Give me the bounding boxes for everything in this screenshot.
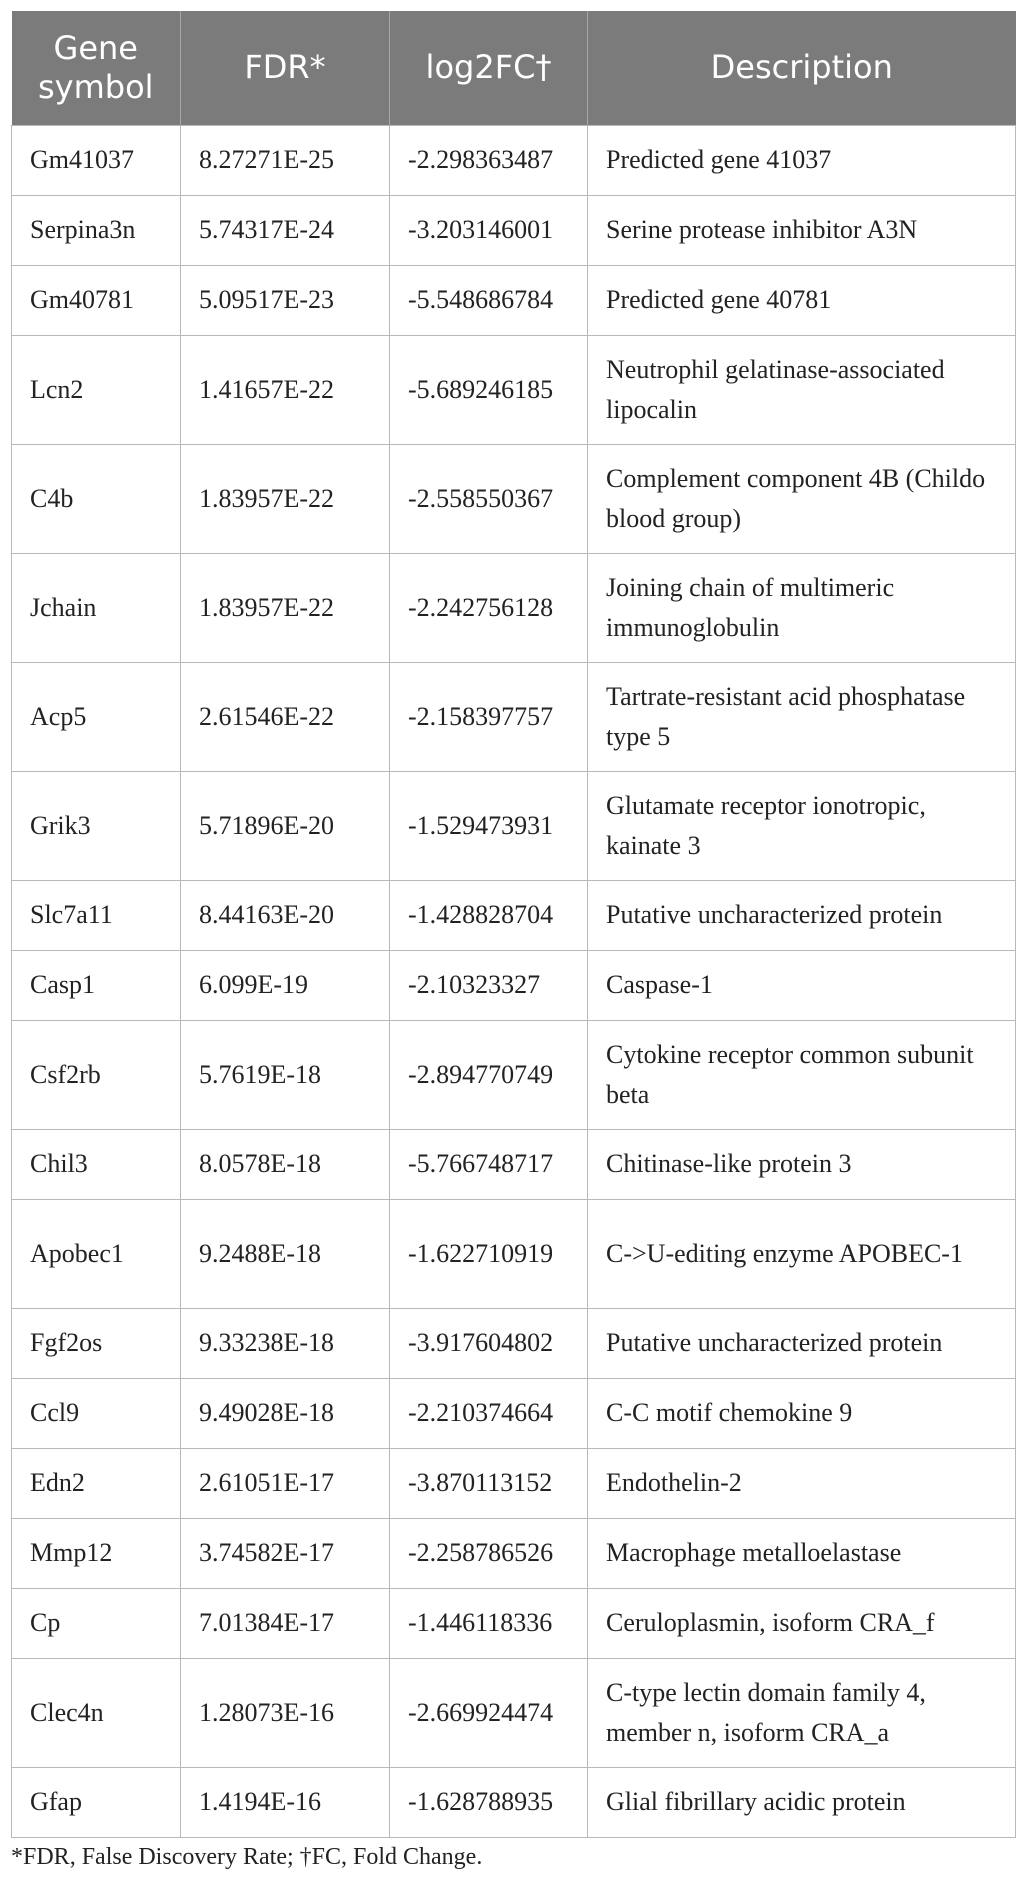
cell-log2fc: -5.689246185 bbox=[390, 335, 588, 444]
cell-fdr: 1.4194E-16 bbox=[181, 1767, 390, 1837]
cell-log2fc: -2.298363487 bbox=[390, 125, 588, 195]
cell-gene: Gm40781 bbox=[12, 265, 181, 335]
cell-gene: Slc7a11 bbox=[12, 880, 181, 950]
cell-gene: Acp5 bbox=[12, 662, 181, 771]
cell-description: Glial fibrillary acidic protein bbox=[588, 1767, 1016, 1837]
table-row bbox=[12, 662, 1016, 771]
table-row bbox=[12, 1378, 1016, 1448]
cell-log2fc: -2.10323327 bbox=[390, 950, 588, 1020]
table-row bbox=[12, 125, 1016, 195]
table-row bbox=[12, 1767, 1016, 1837]
gene-table-container bbox=[11, 11, 1015, 1838]
header-row bbox=[12, 11, 1016, 125]
table-footnote: *FDR, False Discovery Rate; †FC, Fold Change. bbox=[11, 1844, 483, 1870]
cell-description: Macrophage metalloelastase bbox=[588, 1518, 1016, 1588]
cell-log2fc: -5.766748717 bbox=[390, 1129, 588, 1199]
cell-log2fc: -2.894770749 bbox=[390, 1020, 588, 1129]
cell-description: Caspase-1 bbox=[588, 950, 1016, 1020]
cell-log2fc: -2.558550367 bbox=[390, 444, 588, 553]
table-row bbox=[12, 553, 1016, 662]
table-row bbox=[12, 771, 1016, 880]
cell-gene: Gfap bbox=[12, 1767, 181, 1837]
table-row bbox=[12, 444, 1016, 553]
cell-gene: Csf2rb bbox=[12, 1020, 181, 1129]
cell-description: Serine protease inhibitor A3N bbox=[588, 195, 1016, 265]
cell-gene: Clec4n bbox=[12, 1658, 181, 1767]
cell-fdr: 1.83957E-22 bbox=[181, 553, 390, 662]
cell-log2fc: -1.446118336 bbox=[390, 1588, 588, 1658]
cell-log2fc: -1.529473931 bbox=[390, 771, 588, 880]
cell-gene: Serpina3n bbox=[12, 195, 181, 265]
cell-gene: Mmp12 bbox=[12, 1518, 181, 1588]
table-row bbox=[12, 1199, 1016, 1308]
cell-description: Predicted gene 41037 bbox=[588, 125, 1016, 195]
cell-log2fc: -2.669924474 bbox=[390, 1658, 588, 1767]
cell-fdr: 8.27271E-25 bbox=[181, 125, 390, 195]
cell-log2fc: -2.242756128 bbox=[390, 553, 588, 662]
cell-fdr: 8.44163E-20 bbox=[181, 880, 390, 950]
table-row bbox=[12, 1308, 1016, 1378]
cell-description: Chitinase-like protein 3 bbox=[588, 1129, 1016, 1199]
cell-log2fc: -1.622710919 bbox=[390, 1199, 588, 1308]
table-row bbox=[12, 1129, 1016, 1199]
cell-log2fc: -2.258786526 bbox=[390, 1518, 588, 1588]
cell-description: Predicted gene 40781 bbox=[588, 265, 1016, 335]
cell-fdr: 9.33238E-18 bbox=[181, 1308, 390, 1378]
gene-table bbox=[11, 11, 1016, 1838]
cell-gene: C4b bbox=[12, 444, 181, 553]
cell-description: C->U-editing enzyme APOBEC-1 bbox=[588, 1199, 1016, 1308]
cell-fdr: 8.0578E-18 bbox=[181, 1129, 390, 1199]
cell-description: Cytokine receptor common subunit beta bbox=[588, 1020, 1016, 1129]
cell-gene: Gm41037 bbox=[12, 125, 181, 195]
cell-gene: Chil3 bbox=[12, 1129, 181, 1199]
cell-fdr: 5.74317E-24 bbox=[181, 195, 390, 265]
table-row bbox=[12, 880, 1016, 950]
cell-description: Joining chain of multimeric immunoglobulin bbox=[588, 553, 1016, 662]
table-row bbox=[12, 265, 1016, 335]
table-row bbox=[12, 950, 1016, 1020]
cell-fdr: 6.099E-19 bbox=[181, 950, 390, 1020]
cell-fdr: 7.01384E-17 bbox=[181, 1588, 390, 1658]
cell-description: C-C motif chemokine 9 bbox=[588, 1378, 1016, 1448]
cell-log2fc: -3.203146001 bbox=[390, 195, 588, 265]
cell-gene: Casp1 bbox=[12, 950, 181, 1020]
table-row bbox=[12, 195, 1016, 265]
table-row bbox=[12, 1448, 1016, 1518]
cell-description: C-type lectin domain family 4, member n, isoform CRA_a bbox=[588, 1658, 1016, 1767]
cell-gene: Edn2 bbox=[12, 1448, 181, 1518]
table-row bbox=[12, 1588, 1016, 1658]
cell-log2fc: -1.628788935 bbox=[390, 1767, 588, 1837]
cell-fdr: 2.61051E-17 bbox=[181, 1448, 390, 1518]
cell-description: Endothelin-2 bbox=[588, 1448, 1016, 1518]
cell-fdr: 5.7619E-18 bbox=[181, 1020, 390, 1129]
cell-description: Putative uncharacterized protein bbox=[588, 1308, 1016, 1378]
header-fdr: FDR* bbox=[181, 11, 390, 125]
cell-fdr: 1.41657E-22 bbox=[181, 335, 390, 444]
cell-gene: Lcn2 bbox=[12, 335, 181, 444]
cell-fdr: 2.61546E-22 bbox=[181, 662, 390, 771]
cell-fdr: 1.83957E-22 bbox=[181, 444, 390, 553]
cell-gene: Jchain bbox=[12, 553, 181, 662]
cell-gene: Cp bbox=[12, 1588, 181, 1658]
header-description: Description bbox=[710, 48, 893, 87]
cell-description: Ceruloplasmin, isoform CRA_f bbox=[588, 1588, 1016, 1658]
cell-fdr: 5.09517E-23 bbox=[181, 265, 390, 335]
cell-log2fc: -3.870113152 bbox=[390, 1448, 588, 1518]
cell-log2fc: -5.548686784 bbox=[390, 265, 588, 335]
cell-description: Putative uncharacterized protein bbox=[588, 880, 1016, 950]
header-log2fc: log2FC† bbox=[390, 11, 588, 125]
table-row bbox=[12, 1518, 1016, 1588]
cell-fdr: 3.74582E-17 bbox=[181, 1518, 390, 1588]
cell-log2fc: -3.917604802 bbox=[390, 1308, 588, 1378]
cell-gene: Fgf2os bbox=[12, 1308, 181, 1378]
cell-description: Neutrophil gelatinase-associated lipocalin bbox=[588, 335, 1016, 444]
cell-fdr: 9.49028E-18 bbox=[181, 1378, 390, 1448]
header-gene-symbol: Gene symbol bbox=[12, 11, 181, 125]
cell-log2fc: -2.158397757 bbox=[390, 662, 588, 771]
cell-description: Glutamate receptor ionotropic, kainate 3 bbox=[588, 771, 1016, 880]
table-row bbox=[12, 1658, 1016, 1767]
cell-gene: Ccl9 bbox=[12, 1378, 181, 1448]
table-row bbox=[12, 335, 1016, 444]
cell-description: Tartrate-resistant acid phosphatase type 5 bbox=[588, 662, 1016, 771]
cell-fdr: 1.28073E-16 bbox=[181, 1658, 390, 1767]
cell-fdr: 9.2488E-18 bbox=[181, 1199, 390, 1308]
cell-log2fc: -2.210374664 bbox=[390, 1378, 588, 1448]
table-row bbox=[12, 1020, 1016, 1129]
cell-log2fc: -1.428828704 bbox=[390, 880, 588, 950]
cell-description: Complement component 4B (Childo blood group) bbox=[588, 444, 1016, 553]
cell-fdr: 5.71896E-20 bbox=[181, 771, 390, 880]
cell-gene: Grik3 bbox=[12, 771, 181, 880]
cell-gene: Apobec1 bbox=[12, 1199, 181, 1308]
